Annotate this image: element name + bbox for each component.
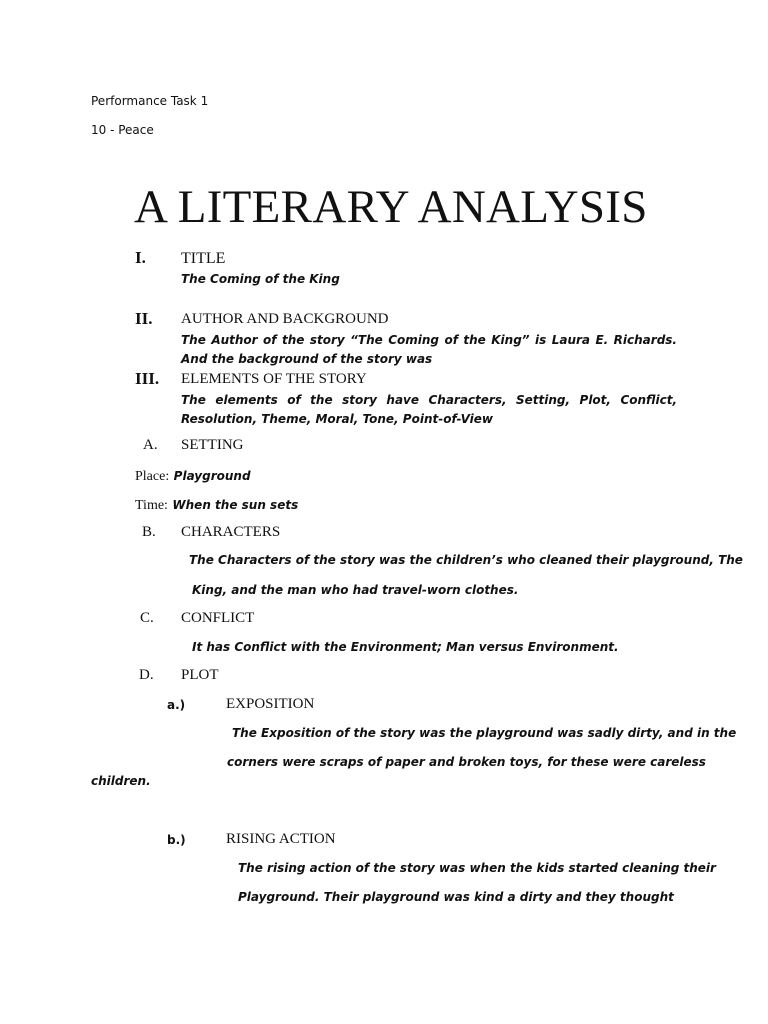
subsection-heading-setting: SETTING (181, 437, 244, 453)
characters-text-line1: The Characters of the story was the children’s who cleaned their playground, The (189, 553, 743, 567)
place-value: Playground (173, 469, 251, 483)
exposition-heading: EXPOSITION (226, 696, 315, 712)
setting-time (135, 496, 298, 514)
subsection-heading-conflict: CONFLICT (181, 610, 255, 626)
time-value: When the sun sets (172, 498, 299, 512)
place-label: Place: (135, 469, 170, 484)
author-background-text: The Author of the story “The Coming of the King” is Laura E. Richards. And the background of the story was (181, 333, 677, 366)
exposition-text-line1: The Exposition of the story was the playground was sadly dirty, and in the (232, 726, 737, 740)
subsection-letter: B. (142, 524, 156, 540)
time-label: Time: (135, 498, 168, 513)
section-heading-elements: ELEMENTS OF THE STORY (181, 371, 367, 387)
section-heading-title: TITLE (181, 250, 226, 267)
list-marker: b.) (167, 833, 186, 847)
section-numeral: II. (135, 309, 153, 328)
subsection-heading-plot: PLOT (181, 667, 219, 683)
subsection-letter: D. (139, 667, 154, 683)
characters-text-line2: King, and the man who had travel-worn clothes. (192, 583, 519, 597)
list-marker: a.) (167, 698, 186, 712)
document-title: A LITERARY ANALYSIS (134, 181, 648, 233)
setting-place (135, 467, 251, 485)
rising-action-text-line1: The rising action of the story was when the kids started cleaning their (238, 861, 716, 875)
class-section-label: 10 - Peace (91, 123, 154, 137)
section-heading-author: AUTHOR AND BACKGROUND (181, 311, 389, 327)
section-numeral: III. (135, 369, 160, 388)
story-title: The Coming of the King (181, 272, 340, 286)
subsection-heading-characters: CHARACTERS (181, 524, 281, 540)
subsection-letter: C. (140, 610, 154, 626)
exposition-text-line2: corners were scraps of paper and broken toys, for these were careless (227, 755, 706, 769)
task-label: Performance Task 1 (91, 94, 209, 108)
rising-action-heading: RISING ACTION (226, 831, 336, 847)
section-numeral: I. (135, 248, 146, 267)
exposition-text-line3: children. (91, 774, 151, 788)
conflict-text: It has Conflict with the Environment; Man versus Environment. (192, 640, 619, 654)
subsection-letter: A. (143, 437, 158, 453)
elements-text: The elements of the story have Characters, Setting, Plot, Conflict, Resolution, Theme, Moral, Tone, Point-of-View (181, 393, 677, 426)
rising-action-text-line2: Playground. Their playground was kind a dirty and they thought (238, 890, 674, 904)
